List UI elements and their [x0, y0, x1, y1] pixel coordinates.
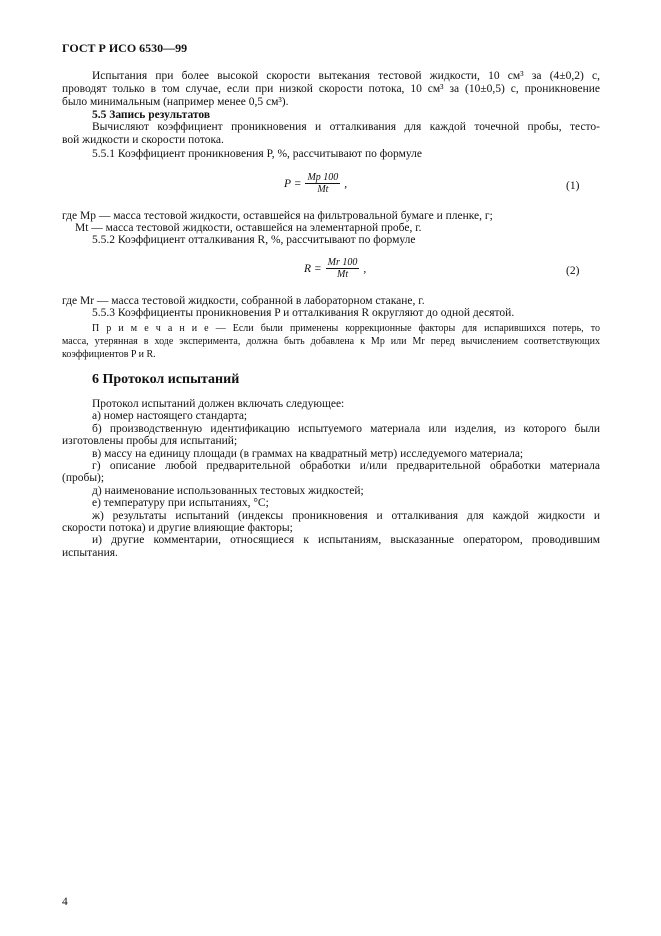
- list-item: и) другие комментарии, относящиеся к испытаниям, высказанные оператором, проводившим: [92, 534, 600, 547]
- equation-number: (2): [566, 265, 580, 277]
- formula-2: [304, 257, 366, 280]
- page-number: 4: [62, 896, 68, 908]
- section-5-5-title: 5.5 Запись результатов: [92, 109, 211, 121]
- paragraph-line: Вычисляют коэффициент проникновения и отталкивания для каждой точечной пробы, тесто-: [92, 121, 600, 133]
- note-line: коэффициентов P и R.: [62, 349, 156, 360]
- list-item: д) наименование использованных тестовых жидкостей;: [92, 484, 364, 497]
- list-item: в) массу на единицу площади (в граммах на квадратный метр) исследуемого материала;: [92, 447, 524, 460]
- list-item: (пробы);: [62, 472, 105, 485]
- where-line: Mt — масса тестовой жидкости, оставшейся на элементарной пробе, г.: [75, 222, 422, 234]
- list-item: б) производственную идентификацию испытуемого материала или изделия, из которого были: [92, 422, 600, 435]
- list-item: ж) результаты испытаний (индексы проникновения и отталкивания для каждой жидкости и: [92, 509, 600, 522]
- where-line: где Mr — масса тестовой жидкости, собранной в лабораторном стакане, г.: [62, 295, 425, 307]
- equation-number: (1): [566, 180, 580, 192]
- fraction: [305, 172, 340, 195]
- note-line: масса, утерянная в ходе эксперимента, должна быть добавлена к Mp или Mr перед вычислением соответствующих: [62, 336, 600, 347]
- paragraph-line: Испытания при более высокой скорости вытекания тестовой жидкости, 10 см³ за (4±0,2) с,: [92, 70, 600, 82]
- clause-5-5-3: 5.5.3 Коэффициенты проникновения P и отталкивания R округляют до одной десятой.: [92, 307, 515, 319]
- formula-lhs: P =: [284, 177, 302, 190]
- paragraph-line: вой жидкости и скорости потока.: [62, 134, 224, 146]
- formula-1: [284, 172, 347, 195]
- formula-lhs: R =: [304, 262, 322, 275]
- list-item: е) температуру при испытаниях, °С;: [92, 497, 269, 510]
- formula-comma: ,: [363, 262, 367, 275]
- denominator: Mt: [317, 184, 329, 195]
- list-item: изготовлены пробы для испытаний;: [62, 435, 238, 448]
- where-line: где Mp — масса тестовой жидкости, оставшейся на фильтровальной бумаге и пленке, г;: [62, 210, 493, 222]
- paragraph-line: проводят только в том случае, если при низкой скорости потока, 10 см³ за (10±0,5) с, проникновение: [62, 83, 600, 95]
- clause-5-5-1: 5.5.1 Коэффициент проникновения P, %, рассчитывают по формуле: [92, 148, 422, 160]
- numerator: Mr 100: [327, 257, 358, 268]
- standard-header: ГОСТ Р ИСО 6530—99: [62, 41, 188, 55]
- denominator: Mt: [336, 269, 349, 280]
- fraction: [326, 257, 360, 280]
- list-item: Протокол испытаний должен включать следующее:: [92, 398, 345, 410]
- list-item: а) номер настоящего стандарта;: [92, 410, 248, 423]
- paragraph-line: было минимальным (например менее 0,5 см³).: [62, 96, 289, 108]
- numerator: Mp 100: [307, 172, 339, 183]
- list-item: г) описание любой предварительной обработки и/или предварительной обработки материала: [92, 460, 600, 472]
- section-6-title: 6 Протокол испытаний: [92, 372, 240, 387]
- clause-5-5-2: 5.5.2 Коэффициент отталкивания R, %, рассчитывают по формуле: [92, 234, 416, 246]
- list-item: скорости потока) и другие влияющие факторы;: [62, 522, 293, 534]
- list-item: испытания.: [62, 546, 118, 559]
- formula-comma: ,: [344, 177, 348, 190]
- note-line: П р и м е ч а н и е — Если были применены коррекционные факторы для испарившихся потерь, то: [92, 323, 600, 334]
